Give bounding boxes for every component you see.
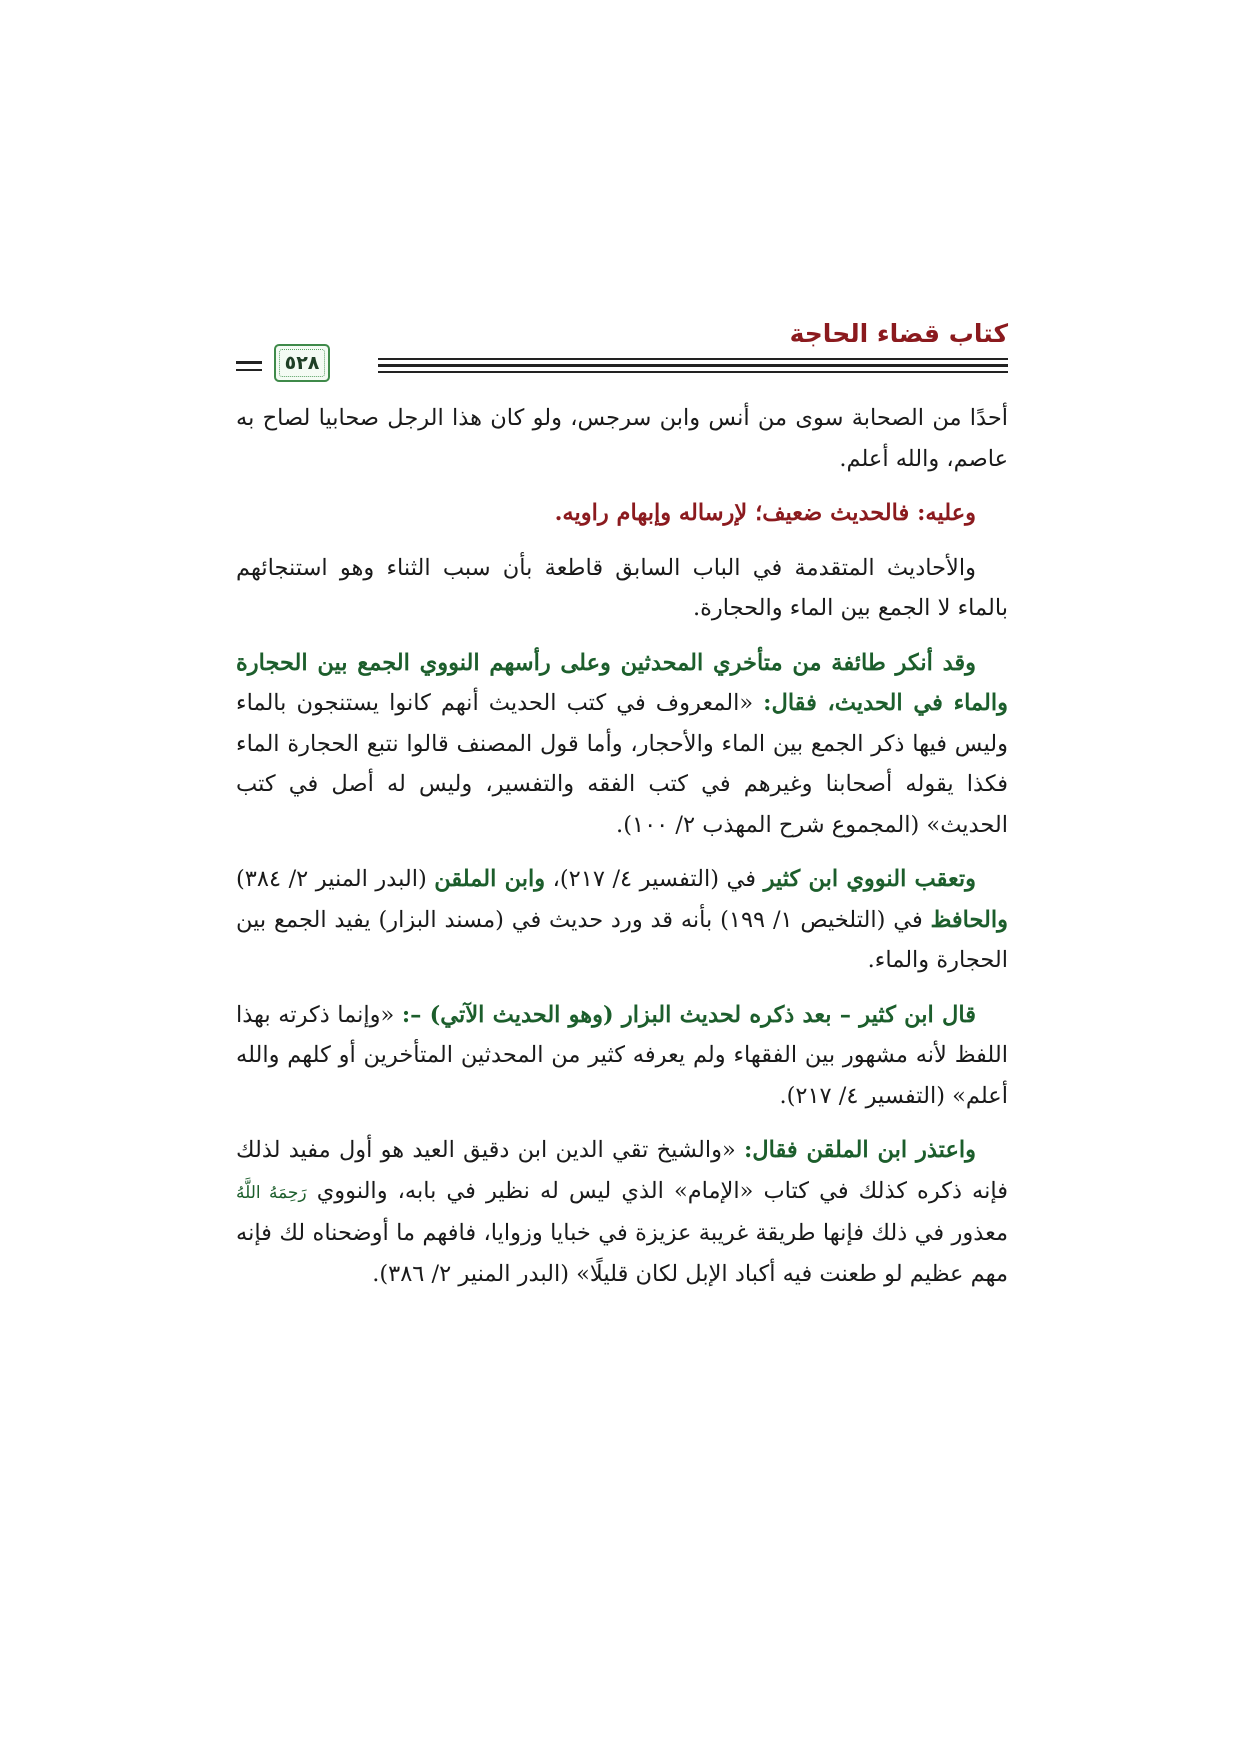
paragraph [236, 995, 1008, 1117]
text-segment: أحدًا من الصحابة سوى من أنس وابن سرجس، ولو كان هذا الرجل صحابيا لصاح به عاصم، والله أعلم. [236, 405, 1008, 472]
conclusion-text: وعليه: فالحديث ضعيف؛ لإرساله وإبهام راويه. [554, 500, 976, 526]
header-rule [378, 358, 1008, 360]
header-rule [378, 371, 1008, 373]
text-segment: (البدر المنير ٢/ ٣٨٤) [236, 866, 435, 892]
paragraph [236, 859, 1008, 981]
page-number: ٥٢٨ [284, 352, 320, 374]
paragraph [236, 548, 1008, 629]
paragraph [236, 398, 1008, 479]
page-header [236, 318, 1008, 388]
text-segment: في (التفسير ٤/ ٢١٧)، [545, 866, 764, 892]
emphasis-text: وقد أنكر طائفة من متأخري المحدثين وعلى رأسهم النووي الجمع بين الحجارة والماء في الحديث، فقال: [236, 649, 1008, 716]
emphasis-text: واعتذر ابن الملقن فقال: [743, 1137, 976, 1163]
emphasis-text: وتعقب النووي ابن كثير [763, 866, 976, 892]
page-number-box [274, 344, 330, 382]
paragraph [236, 493, 1008, 534]
honorific-glyph: رَحِمَهُ اللَّهُ [236, 1182, 307, 1203]
text-segment: «والشيخ تقي الدين ابن دقيق العيد هو أول مفيد لذلك فإنه ذكره كذلك في كتاب «الإمام» الذي ليس له نظير في بابه، والنووي [236, 1137, 1008, 1204]
emphasis-text: وابن الملقن [434, 866, 546, 892]
emphasis-text: والحافظ [930, 906, 1009, 933]
header-rule [236, 369, 262, 371]
emphasis-text: قال ابن كثير – بعد ذكره لحديث البزار (وهو الحديث الآتي) –: [401, 1001, 976, 1028]
text-segment: معذور في ذلك فإنها طريقة غريبة عزيزة في خبايا وزوايا، فافهم ما أوضحناه لك فإنه مهم عظيم لو طعنت فيه أكباد الإبل لكان قليلًا» (البدر المنير ٢/ ٣٨٦). [236, 1220, 1008, 1287]
book-title: كتاب قضاء الحاجة [789, 319, 1008, 348]
text-segment: والأحاديث المتقدمة في الباب السابق قاطعة بأن سبب الثناء وهو استنجائهم بالماء لا الجمع بين الماء والحجارة. [236, 554, 1008, 621]
header-rule [236, 361, 262, 364]
paragraph [236, 643, 1008, 846]
text-segment: «المعروف في كتب الحديث أنهم كانوا يستنجون بالماء وليس فيها ذكر الجمع بين الماء والأحجار، وأما قول المصنف قالوا نتبع الحجارة الماء فكذا يقوله أصحابنا وغيرهم في كتب الفقه والتفسير، وليس له أصل في كتب الحديث» (المجموع شرح المهذب ٢/ ١٠٠). [236, 690, 1008, 838]
header-rule [378, 364, 1008, 367]
paragraph [236, 1130, 1008, 1294]
text-segment: «وإنما ذكرته بهذا اللفظ لأنه مشهور بين الفقهاء ولم يعرفه كثير من المحدثين المتأخرين أو كلهم والله أعلم» (التفسير ٤/ ٢١٧). [236, 1001, 1008, 1109]
body-text [236, 398, 1008, 1308]
text-segment: في (التلخيص ١/ ١٩٩) بأنه قد ورد حديث في (مسند البزار) يفيد الجمع بين الحجارة والماء. [236, 906, 1008, 973]
